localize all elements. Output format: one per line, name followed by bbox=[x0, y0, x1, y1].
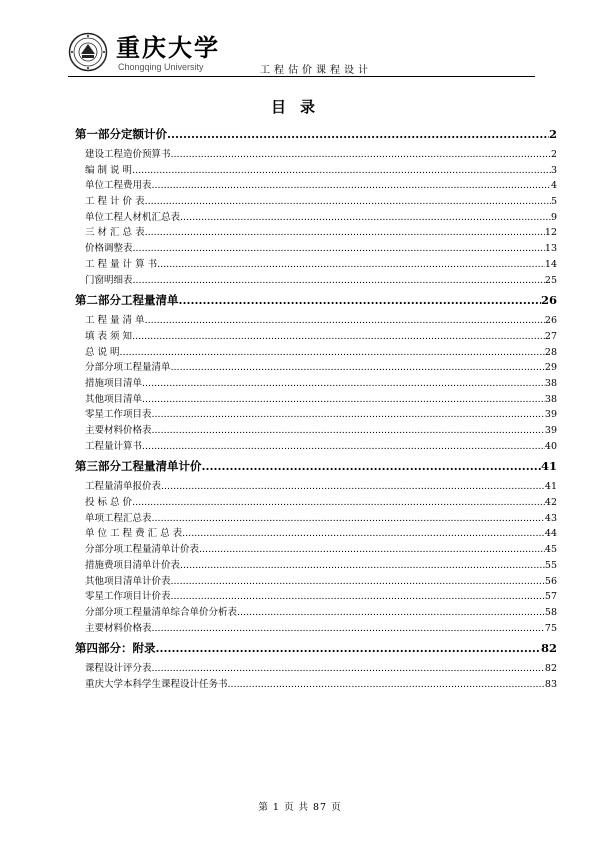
toc-entry-row[interactable] bbox=[75, 574, 557, 590]
toc-entry-row[interactable] bbox=[75, 225, 557, 241]
toc-entry-title: 零星工作项目表 bbox=[85, 409, 152, 421]
toc-entry-page: 29 bbox=[544, 362, 557, 374]
toc-section-row[interactable] bbox=[75, 124, 557, 145]
toc-leader-dots bbox=[152, 423, 545, 439]
toc-entry-row[interactable] bbox=[75, 558, 557, 574]
toc-section-row[interactable] bbox=[75, 456, 557, 477]
toc-entry-page: 3 bbox=[550, 164, 557, 176]
toc-entry-title: 总 说 明 bbox=[85, 346, 120, 358]
toc-entry-title: 分部分项工程量清单计价表 bbox=[85, 544, 200, 556]
toc-leader-dots bbox=[145, 225, 545, 241]
toc-entry-page: 40 bbox=[544, 440, 557, 452]
toc-entry-page: 75 bbox=[544, 622, 557, 634]
toc-entry-row[interactable] bbox=[75, 273, 557, 289]
toc-leader-dots bbox=[179, 290, 541, 311]
toc-entry-page: 27 bbox=[544, 330, 557, 342]
toc-entry-title: 价格调整表 bbox=[85, 243, 133, 255]
toc-entry-title: 编 制 说 明 bbox=[85, 164, 133, 176]
toc-section-page: 26 bbox=[540, 293, 557, 308]
toc-entry-row[interactable] bbox=[75, 194, 557, 210]
toc-entry-row[interactable] bbox=[75, 163, 557, 179]
toc-entry-title: 重庆大学本科学生课程设计任务书 bbox=[85, 678, 228, 690]
toc-entry-title: 主要材料价格表 bbox=[85, 622, 152, 634]
toc-entry-title: 分部分项工程量清单 bbox=[85, 362, 171, 374]
toc-section-page: 2 bbox=[548, 127, 557, 141]
toc-leader-dots bbox=[171, 147, 551, 163]
toc-leader-dots bbox=[132, 495, 545, 511]
toc-title: 目录 bbox=[270, 98, 329, 116]
toc-entry-page: 9 bbox=[550, 211, 557, 223]
toc-entry-title: 其他项目清单 bbox=[85, 393, 143, 405]
toc-entry-title: 主要材料价格表 bbox=[85, 425, 152, 436]
toc-leader-dots bbox=[142, 376, 545, 392]
toc-entry-row[interactable] bbox=[75, 661, 557, 677]
header-divider bbox=[68, 76, 535, 77]
toc-entry-row[interactable] bbox=[75, 677, 557, 693]
toc-entry-page: 42 bbox=[544, 497, 557, 509]
toc-section-title: 第二部分工程量清单 bbox=[75, 293, 179, 308]
toc-entry-page: 38 bbox=[544, 393, 557, 405]
toc-entry-title: 单项工程汇总表 bbox=[85, 512, 152, 524]
toc-leader-dots bbox=[156, 638, 541, 659]
toc-section-page: 82 bbox=[540, 641, 557, 656]
toc-entry-row[interactable] bbox=[75, 329, 557, 345]
toc-leader-dots bbox=[152, 178, 551, 194]
toc-leader-dots bbox=[133, 273, 545, 289]
toc-entry-page: 14 bbox=[544, 258, 557, 270]
toc-leader-dots bbox=[152, 661, 545, 677]
toc-entry-title: 工 程 量 清 单 bbox=[85, 315, 145, 327]
toc-entry-page: 56 bbox=[544, 575, 557, 587]
toc-entry-title: 工程量清单报价表 bbox=[85, 481, 162, 493]
toc-entry-title: 课程设计评分表 bbox=[85, 663, 152, 675]
toc-entry-row[interactable] bbox=[75, 439, 557, 455]
toc-entry-page: 82 bbox=[544, 663, 557, 675]
toc-leader-dots bbox=[180, 210, 551, 226]
toc-entry-row[interactable] bbox=[75, 621, 557, 637]
toc-leader-dots bbox=[199, 542, 545, 558]
toc-leader-dots bbox=[132, 329, 545, 345]
toc-entry-row[interactable] bbox=[75, 210, 557, 226]
toc-entry-page: 28 bbox=[544, 346, 557, 358]
toc-entry-page: 43 bbox=[544, 512, 557, 524]
toc-entry-row[interactable] bbox=[75, 392, 557, 408]
toc-entry-row[interactable] bbox=[75, 605, 557, 621]
toc-entry-page: 55 bbox=[544, 559, 557, 571]
toc-entry-row[interactable] bbox=[75, 313, 557, 329]
toc-leader-dots bbox=[145, 313, 545, 329]
toc-entry-row[interactable] bbox=[75, 178, 557, 194]
toc-leader-dots bbox=[161, 479, 545, 495]
toc-entry-row[interactable] bbox=[75, 376, 557, 392]
toc-leader-dots bbox=[171, 360, 545, 376]
toc-leader-dots bbox=[133, 241, 545, 257]
toc-entry-page: 57 bbox=[544, 591, 557, 603]
toc-entry-row[interactable] bbox=[75, 542, 557, 558]
toc-entry-page: 38 bbox=[544, 377, 557, 389]
toc-leader-dots bbox=[132, 163, 551, 179]
toc-leader-dots bbox=[167, 124, 549, 145]
toc-entry-title: 工 程 量 计 算 书 bbox=[85, 258, 158, 270]
logo-chinese: 重庆大学 bbox=[116, 33, 220, 62]
toc-entry-row[interactable] bbox=[75, 526, 557, 542]
toc-entry-row[interactable] bbox=[75, 511, 557, 527]
toc-section-row[interactable] bbox=[75, 638, 557, 659]
toc-entry-row[interactable] bbox=[75, 257, 557, 273]
toc-leader-dots bbox=[237, 605, 545, 621]
toc-entry-row[interactable] bbox=[75, 407, 557, 423]
toc-entry-title: 措施费项目清单计价表 bbox=[85, 559, 181, 571]
toc-entry-page: 5 bbox=[550, 196, 557, 208]
toc-entry-title: 工 程 计 价 表 bbox=[85, 196, 145, 208]
toc-leader-dots bbox=[152, 407, 545, 423]
toc-leader-dots bbox=[228, 677, 545, 693]
toc-leader-dots bbox=[157, 257, 545, 273]
toc-entry-title: 零星工作项目计价表 bbox=[85, 591, 171, 603]
toc-entry-page: 25 bbox=[544, 274, 557, 286]
toc-leader-dots bbox=[120, 345, 545, 361]
toc-leader-dots bbox=[182, 526, 545, 542]
toc-entry-row[interactable] bbox=[75, 360, 557, 376]
toc-leader-dots bbox=[142, 392, 545, 408]
toc-entry-page: 45 bbox=[544, 544, 557, 556]
toc-entry-page: 13 bbox=[544, 243, 557, 255]
toc-entry-page: 4 bbox=[550, 180, 557, 192]
toc-leader-dots bbox=[145, 194, 551, 210]
toc-entry-row[interactable] bbox=[75, 589, 557, 605]
toc-entry-page: 44 bbox=[544, 528, 557, 540]
toc-leader-dots bbox=[152, 621, 545, 637]
logo-english: Chongqing University bbox=[118, 62, 204, 72]
toc-entry-title: 投 标 总 价 bbox=[85, 497, 133, 509]
toc-entry-row[interactable] bbox=[75, 495, 557, 511]
page-footer: 第 1 页 共 87 页 bbox=[258, 802, 342, 813]
toc-entry-title: 单 位 工 程 费 汇 总 表 bbox=[85, 528, 183, 540]
toc-entry-row[interactable] bbox=[75, 241, 557, 257]
toc-entry-title: 其他项目清单计价表 bbox=[85, 575, 171, 587]
toc-entry-title: 单位工程费用表 bbox=[85, 180, 152, 192]
toc-section-title: 第三部分工程量清单计价 bbox=[75, 459, 202, 474]
toc-entry-title: 填 表 须 知 bbox=[85, 330, 133, 342]
toc-entry-row[interactable] bbox=[75, 479, 557, 495]
toc-entry-row[interactable] bbox=[75, 423, 557, 439]
page-header bbox=[68, 30, 533, 76]
toc-entry-page: 39 bbox=[544, 425, 557, 436]
toc-entry-title: 工程量计算书 bbox=[85, 440, 143, 452]
table-of-contents bbox=[75, 124, 557, 693]
toc-leader-dots bbox=[171, 574, 545, 590]
toc-section-page: 41 bbox=[540, 459, 557, 474]
toc-entry-title: 三 材 汇 总 表 bbox=[85, 227, 145, 239]
toc-entry-title: 建设工程造价预算书 bbox=[85, 149, 171, 160]
toc-section-title: 第四部分：附录 bbox=[75, 641, 156, 656]
university-emblem-icon bbox=[68, 32, 108, 72]
toc-entry-title: 单位工程人材机汇总表 bbox=[85, 211, 181, 223]
toc-entry-page: 83 bbox=[544, 678, 557, 690]
toc-section-title: 第一部分定额计价 bbox=[75, 127, 167, 141]
toc-entry-title: 分部分项工程量清单综合单价分析表 bbox=[85, 606, 238, 618]
toc-leader-dots bbox=[171, 589, 545, 605]
toc-leader-dots bbox=[180, 558, 545, 574]
toc-entry-row[interactable] bbox=[75, 345, 557, 361]
toc-entry-row[interactable] bbox=[75, 147, 557, 163]
toc-entry-page: 26 bbox=[544, 315, 557, 327]
toc-entry-page: 58 bbox=[544, 606, 557, 618]
toc-entry-page: 39 bbox=[544, 409, 557, 421]
toc-entry-title: 措施项目清单 bbox=[85, 377, 143, 389]
toc-leader-dots bbox=[202, 456, 541, 477]
toc-entry-page: 12 bbox=[544, 227, 557, 239]
toc-leader-dots bbox=[152, 511, 545, 527]
toc-entry-page: 2 bbox=[550, 149, 557, 160]
toc-section-row[interactable] bbox=[75, 290, 557, 311]
toc-leader-dots bbox=[142, 439, 545, 455]
toc-entry-title: 门窗明细表 bbox=[85, 274, 133, 286]
header-title: 工程估价课程设计 bbox=[260, 65, 372, 76]
toc-entry-page: 41 bbox=[544, 481, 557, 493]
